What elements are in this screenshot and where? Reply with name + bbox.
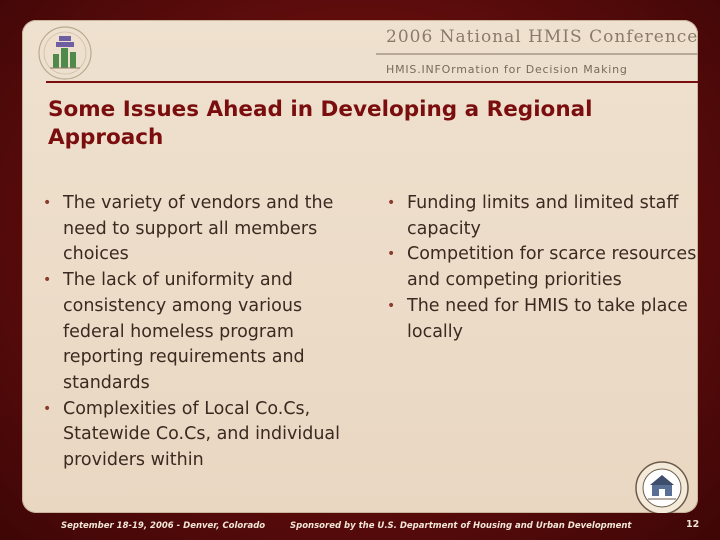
hud-seal-icon xyxy=(634,460,690,513)
conference-subtitle: HMIS.INFOrmation for Decision Making xyxy=(386,63,628,76)
page-number: 12 xyxy=(686,519,700,530)
conference-title: 2006 National HMIS Conference xyxy=(386,27,698,47)
bullet-item: • Funding limits and limited staff capacity xyxy=(377,191,697,242)
slide-title-line-1: Some Issues Ahead in Developing a Regional xyxy=(48,97,593,122)
footer-date-location: September 18-19, 2006 - Denver, Colorado xyxy=(61,521,266,531)
slide-title-line-2: Approach xyxy=(48,125,164,150)
header-divider xyxy=(376,53,698,55)
left-bullet-list xyxy=(33,191,368,474)
slide-panel xyxy=(22,20,698,513)
bullet-item: • The need for HMIS to take place locally xyxy=(377,294,697,345)
header-band xyxy=(22,20,698,82)
slide-title xyxy=(48,96,688,152)
bullet-item: • The lack of uniformity and consistency among various federal homeless program reporting requirements and standards xyxy=(33,268,368,397)
bullet-item: • Competition for scarce resources and competing priorities xyxy=(377,242,697,293)
right-bullet-list xyxy=(377,191,697,345)
bullet-item: • The variety of vendors and the need to support all members choices xyxy=(33,191,368,268)
hud-logo-icon xyxy=(34,24,96,82)
footer-sponsor: Sponsored by the U.S. Department of Housing and Urban Development xyxy=(290,521,632,531)
title-divider xyxy=(46,81,698,83)
bullet-item: • Complexities of Local Co.Cs, Statewide Co.Cs, and individual providers within xyxy=(33,397,368,474)
